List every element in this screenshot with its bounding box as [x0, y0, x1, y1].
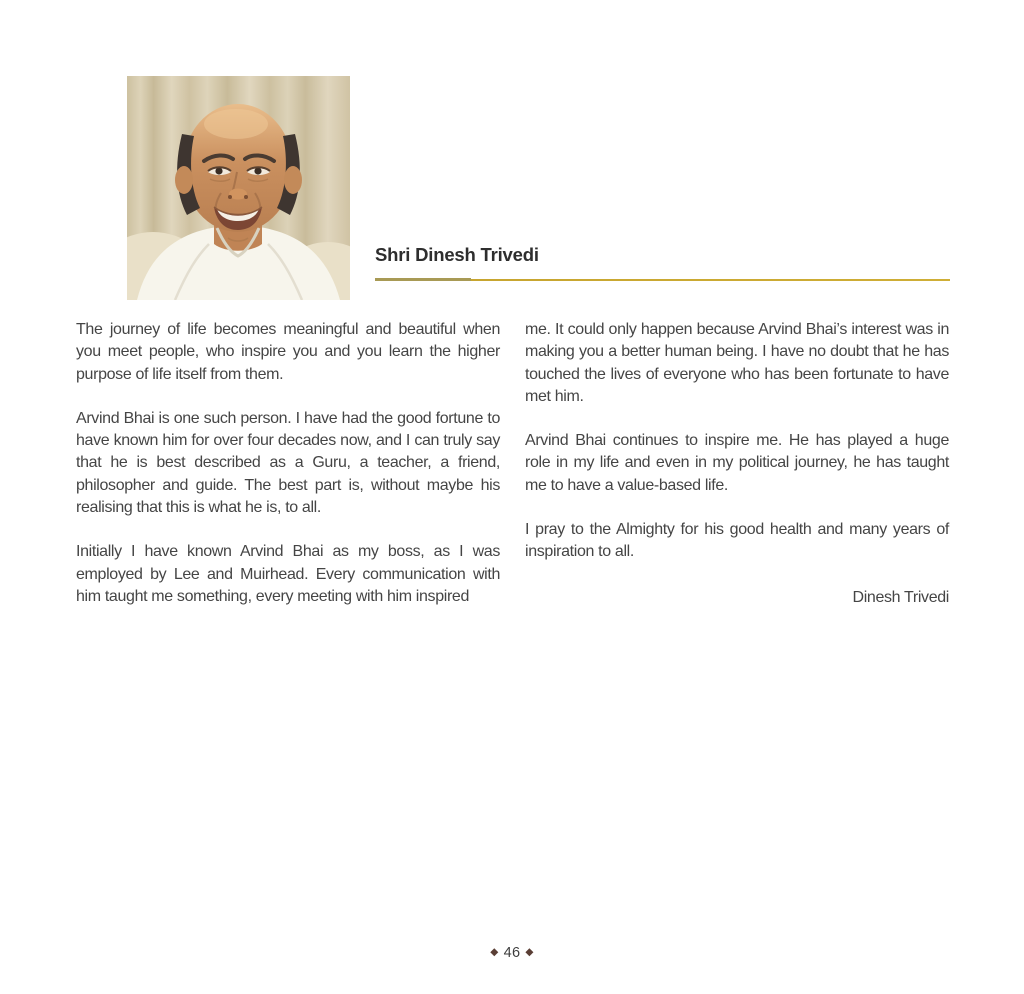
signature: Dinesh Trivedi — [852, 588, 949, 606]
page-number: 46 — [503, 945, 521, 961]
paragraph: Arvind Bhai is one such person. I have had the good fortune to have known him for over four decades now, and I can truly say that he is best described as a Guru, a teacher, a friend, philosopher and guide. The best part is, without maybe his realising that this is what he is, to all. — [76, 409, 500, 517]
heading-rule-right-segment — [471, 279, 950, 281]
paragraph: I pray to the Almighty for his good health and many years of inspiration to all. — [525, 521, 949, 561]
portrait-illustration — [127, 76, 350, 300]
diamond-ornament-left-icon: ◆ — [490, 946, 499, 958]
heading-rule-left-segment — [375, 278, 471, 281]
page-title: Shri Dinesh Trivedi — [375, 244, 539, 265]
right-column — [525, 319, 949, 609]
heading-rule — [375, 278, 950, 282]
portrait-photo — [127, 76, 350, 300]
paragraph: Arvind Bhai continues to inspire me. He has played a huge role in my life and even in my political journey, he has taught me to have a value-based life. — [525, 432, 949, 494]
article-body — [76, 319, 950, 609]
paragraph: me. It could only happen because Arvind Bhai’s interest was in making you a better human being. I have no doubt that he has touched the lives of everyone who has been fortunate to have met him. — [525, 321, 949, 405]
paragraph: Initially I have known Arvind Bhai as my boss, as I was employed by Lee and Muirhead. Every communication with him taught me something, every meeting with him inspired — [76, 543, 500, 605]
page-footer — [0, 945, 1024, 961]
diamond-ornament-right-icon: ◆ — [525, 946, 534, 958]
paragraph: The journey of life becomes meaningful and beautiful when you meet people, who inspire you and you learn the higher purpose of life itself from them. — [76, 321, 500, 383]
left-column — [76, 319, 500, 609]
